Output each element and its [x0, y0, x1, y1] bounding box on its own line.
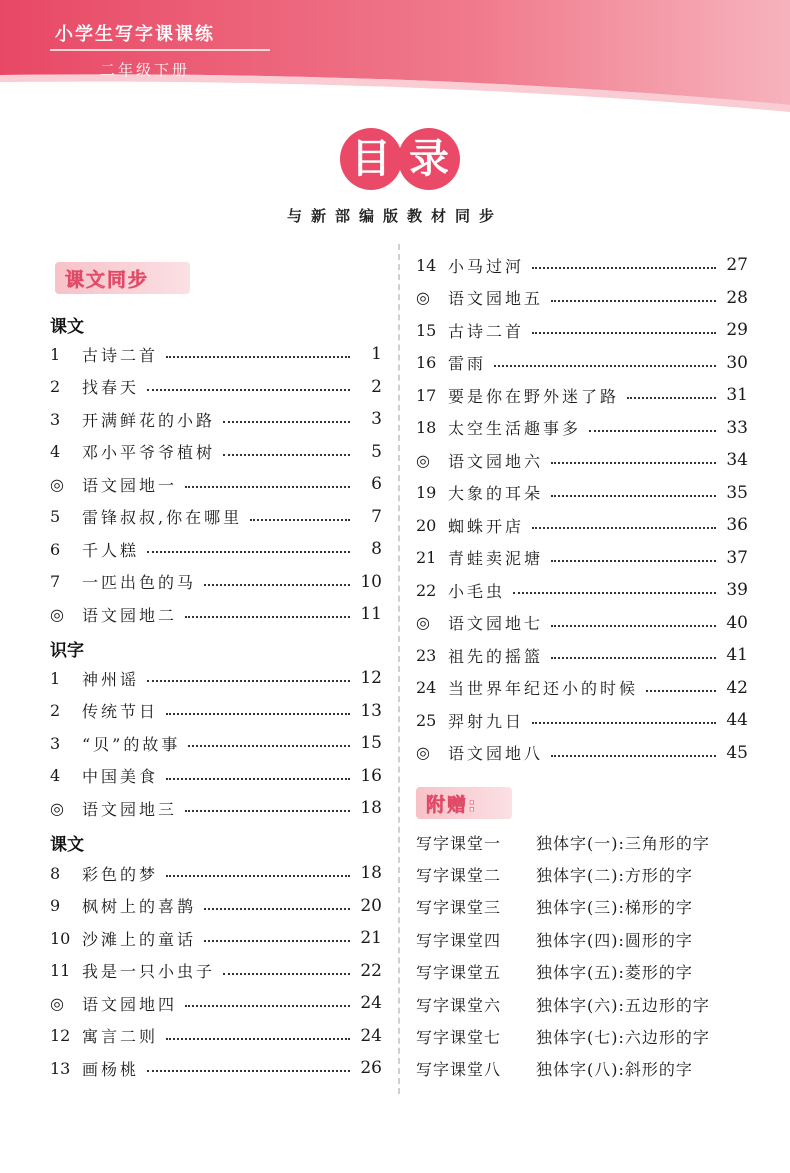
dot-leader — [147, 1070, 350, 1072]
toc-page-number: 30 — [726, 352, 748, 373]
toc-page-number: 10 — [360, 571, 382, 592]
toc-page-number: 7 — [371, 506, 382, 527]
dot-leader — [166, 713, 350, 715]
toc-entry-title: 神州谣 — [82, 669, 140, 689]
toc-row — [416, 704, 748, 737]
toc-entry-title: 画杨桃 — [82, 1059, 140, 1079]
toc-entry-title: 羿射九日 — [448, 711, 525, 731]
gift-lesson-name: 写字课堂四 — [416, 930, 502, 950]
toc-number: 21 — [416, 548, 437, 568]
dot-leader — [147, 389, 350, 391]
toc-row — [50, 857, 382, 890]
banner-gift-label: 附赠: — [426, 794, 478, 816]
dot-leader — [627, 397, 716, 399]
toc-page-number: 15 — [360, 733, 382, 754]
dot-leader — [185, 486, 350, 488]
column-divider — [398, 244, 400, 1094]
toc-entry-title: 语文园地七 — [448, 614, 544, 634]
gift-lesson-name: 写字课堂二 — [416, 866, 502, 886]
toc-entry-title: 我是一只小虫子 — [82, 962, 216, 982]
dot-leader — [646, 690, 716, 692]
toc-entry-title: 千人糕 — [82, 540, 140, 560]
toc-entry-title: 古诗二首 — [82, 345, 159, 365]
dot-leader — [166, 778, 350, 780]
gift-lesson-name: 写字课堂七 — [416, 1028, 502, 1048]
dot-leader — [494, 365, 716, 367]
gift-description: 独体字(二):方形的字 — [536, 866, 693, 886]
section-heading-lessons-1: 课文 — [50, 317, 84, 337]
toc-entry-title: 大象的耳朵 — [448, 484, 544, 504]
toc-page-number: 3 — [371, 409, 382, 430]
gift-description: 独体字(八):斜形的字 — [536, 1060, 693, 1080]
dot-leader — [223, 454, 350, 456]
toc-row — [50, 955, 382, 988]
toc-number: 7 — [50, 572, 61, 592]
dot-leader — [223, 421, 350, 423]
toc-title — [340, 128, 460, 190]
toc-row — [416, 282, 748, 315]
toc-page-number: 11 — [360, 604, 382, 625]
section-heading-lessons-2: 课文 — [50, 835, 84, 855]
toc-number: 10 — [50, 928, 71, 948]
toc-row — [50, 338, 382, 371]
toc-number: ◎ — [416, 450, 430, 470]
toc-number: 1 — [50, 668, 61, 688]
toc-row — [416, 347, 748, 380]
toc-number: 24 — [416, 678, 437, 698]
dot-leader — [185, 1005, 350, 1007]
toc-number: ◎ — [50, 604, 64, 624]
toc-row — [50, 760, 382, 793]
toc-page-number: 36 — [726, 515, 748, 536]
toc-page-number: 8 — [371, 539, 382, 560]
toc-page-number: 12 — [360, 668, 382, 689]
toc-entry-title: 语文园地二 — [82, 605, 178, 625]
toc-row — [50, 792, 382, 825]
toc-number: 15 — [416, 320, 437, 340]
toc-row — [416, 412, 748, 445]
toc-page-number: 2 — [371, 376, 382, 397]
toc-row — [50, 922, 382, 955]
toc-number: 18 — [416, 418, 437, 438]
toc-page-number: 16 — [360, 765, 382, 786]
toc-row — [416, 314, 748, 347]
toc-row — [50, 436, 382, 469]
toc-entry-title: 找春天 — [82, 378, 140, 398]
toc-row — [416, 672, 748, 705]
toc-row — [50, 403, 382, 436]
dot-leader — [532, 267, 716, 269]
gift-description: 独体字(五):菱形的字 — [536, 963, 693, 983]
dot-leader — [166, 356, 350, 358]
toc-number: 2 — [50, 377, 61, 397]
toc-page-number: 45 — [726, 742, 748, 763]
toc-number: 12 — [50, 1026, 71, 1046]
toc-row — [50, 727, 382, 760]
dot-leader — [204, 908, 350, 910]
toc-number: 5 — [50, 507, 61, 527]
toc-page-number: 18 — [360, 863, 382, 884]
toc-entry-title: “贝”的故事 — [82, 734, 181, 754]
dot-leader — [166, 875, 350, 877]
toc-row — [416, 607, 748, 640]
dot-leader — [551, 495, 716, 497]
toc-entry-title: 语文园地六 — [448, 451, 544, 471]
toc-row — [416, 509, 748, 542]
dot-leader — [185, 810, 350, 812]
toc-number: 8 — [50, 863, 61, 883]
dot-leader — [532, 332, 716, 334]
gift-row — [416, 956, 710, 988]
toc-number: 2 — [50, 701, 61, 721]
toc-row — [416, 249, 748, 282]
gift-description: 独体字(一):三角形的字 — [536, 833, 710, 853]
dot-leader — [551, 560, 716, 562]
dot-leader — [551, 300, 716, 302]
gift-row — [416, 826, 710, 858]
toc-entry-title: 传统节日 — [82, 702, 159, 722]
toc-entry-title: 雷锋叔叔,你在哪里 — [82, 508, 243, 528]
toc-row — [50, 662, 382, 695]
toc-entry-title: 一匹出色的马 — [82, 573, 197, 593]
toc-entry-title: 语文园地五 — [448, 289, 544, 309]
dot-leader — [551, 625, 716, 627]
gift-description: 独体字(三):梯形的字 — [536, 898, 693, 918]
gift-lesson-name: 写字课堂八 — [416, 1060, 502, 1080]
toc-row — [50, 598, 382, 631]
toc-entry-title: 语文园地四 — [82, 994, 178, 1014]
gift-row — [416, 891, 710, 923]
toc-entry-title: 当世界年纪还小的时候 — [448, 679, 639, 699]
gift-lesson-name: 写字课堂六 — [416, 995, 502, 1015]
toc-page-number: 35 — [726, 482, 748, 503]
toc-entry-title: 沙滩上的童话 — [82, 929, 197, 949]
toc-number: 11 — [50, 961, 71, 981]
gift-list — [416, 826, 710, 1085]
toc-page-number: 24 — [360, 1025, 382, 1046]
toc-page-number: 44 — [726, 710, 748, 731]
toc-entry-title: 语文园地一 — [82, 475, 178, 495]
toc-number: 4 — [50, 442, 61, 462]
toc-row — [50, 695, 382, 728]
toc-entry-title: 语文园地八 — [448, 744, 544, 764]
toc-page-number: 20 — [360, 895, 382, 916]
toc-page-number: 27 — [726, 255, 748, 276]
toc-title-char-1: 目 — [340, 128, 402, 190]
gift-row — [416, 923, 710, 955]
toc-page-number: 1 — [371, 344, 382, 365]
dot-leader — [532, 527, 716, 529]
toc-page-number: 33 — [726, 417, 748, 438]
dot-leader — [188, 745, 350, 747]
toc-number: ◎ — [416, 743, 430, 763]
toc-number: 3 — [50, 409, 61, 429]
toc-page-number: 42 — [726, 677, 748, 698]
banner-lessons — [55, 262, 190, 294]
toc-list-right — [416, 249, 748, 769]
toc-number: 23 — [416, 645, 437, 665]
dot-leader — [204, 584, 350, 586]
gift-lesson-name: 写字课堂三 — [416, 898, 502, 918]
toc-page-number: 41 — [726, 645, 748, 666]
toc-number: ◎ — [416, 613, 430, 633]
toc-entry-title: 太空生活趣事多 — [448, 419, 582, 439]
toc-entry-title: 彩色的梦 — [82, 864, 159, 884]
toc-entry-title: 枫树上的喜鹊 — [82, 897, 197, 917]
toc-page-number: 24 — [360, 993, 382, 1014]
section-heading-literacy: 识字 — [50, 641, 84, 661]
toc-entry-title: 语文园地三 — [82, 799, 178, 819]
toc-page-number: 31 — [726, 385, 748, 406]
toc-title-char-2: 录 — [398, 128, 460, 190]
toc-page-number: 29 — [726, 320, 748, 341]
toc-row — [416, 542, 748, 575]
toc-page-number: 37 — [726, 547, 748, 568]
toc-row — [416, 379, 748, 412]
toc-entry-title: 青蛙卖泥塘 — [448, 549, 544, 569]
toc-page-number: 5 — [371, 441, 382, 462]
dot-leader — [147, 680, 350, 682]
toc-page-number: 21 — [360, 928, 382, 949]
toc-entry-title: 小马过河 — [448, 256, 525, 276]
toc-entry-title: 寓言二则 — [82, 1027, 159, 1047]
gift-row — [416, 858, 710, 890]
toc-number: 3 — [50, 733, 61, 753]
dot-leader — [166, 1038, 350, 1040]
dot-leader — [223, 973, 350, 975]
toc-entry-title: 开满鲜花的小路 — [82, 410, 216, 430]
toc-row — [50, 371, 382, 404]
toc-row — [416, 574, 748, 607]
dot-leader — [551, 657, 716, 659]
toc-row — [50, 890, 382, 923]
toc-list-lessons-1 — [50, 338, 382, 631]
toc-entry-title: 邓小平爷爷植树 — [82, 443, 216, 463]
gift-description: 独体字(七):六边形的字 — [536, 1028, 710, 1048]
toc-number: 1 — [50, 344, 61, 364]
toc-row — [416, 444, 748, 477]
toc-row — [416, 737, 748, 770]
toc-row — [50, 468, 382, 501]
toc-row — [50, 1020, 382, 1053]
grade-label: 二年级下册 — [100, 61, 191, 79]
toc-page-number: 28 — [726, 287, 748, 308]
toc-number: 16 — [416, 353, 437, 373]
toc-number: ◎ — [50, 798, 64, 818]
toc-row — [50, 987, 382, 1020]
toc-row — [50, 566, 382, 599]
gift-lesson-name: 写字课堂一 — [416, 833, 502, 853]
toc-number: 6 — [50, 539, 61, 559]
toc-number: ◎ — [50, 474, 64, 494]
toc-number: 25 — [416, 710, 437, 730]
toc-number: 4 — [50, 766, 61, 786]
dot-leader — [147, 551, 350, 553]
toc-list-lessons-2 — [50, 857, 382, 1085]
gift-lesson-name: 写字课堂五 — [416, 963, 502, 983]
toc-number: 14 — [416, 255, 437, 275]
toc-number: ◎ — [50, 993, 64, 1013]
toc-row — [416, 477, 748, 510]
toc-page-number: 34 — [726, 450, 748, 471]
toc-number: 9 — [50, 896, 61, 916]
toc-number: 22 — [416, 580, 437, 600]
gift-row — [416, 1020, 710, 1052]
dot-leader — [204, 940, 350, 942]
toc-row — [416, 639, 748, 672]
dot-leader — [250, 519, 350, 521]
dot-leader — [185, 616, 350, 618]
banner-gift — [416, 787, 512, 819]
toc-entry-title: 雷雨 — [448, 354, 487, 374]
toc-page-number: 6 — [371, 474, 382, 495]
dot-leader — [513, 592, 716, 594]
toc-list-literacy — [50, 662, 382, 825]
toc-entry-title: 蜘蛛开店 — [448, 516, 525, 536]
toc-entry-title: 祖先的摇篮 — [448, 646, 544, 666]
dot-leader — [589, 430, 716, 432]
toc-number: 20 — [416, 515, 437, 535]
toc-row — [50, 1052, 382, 1085]
series-title: 小学生写字课课练 — [55, 24, 215, 45]
toc-entry-title: 要是你在野外迷了路 — [448, 386, 620, 406]
toc-row — [50, 533, 382, 566]
toc-number: 13 — [50, 1058, 71, 1078]
toc-entry-title: 中国美食 — [82, 767, 159, 787]
toc-number: 19 — [416, 483, 437, 503]
toc-entry-title: 小毛虫 — [448, 581, 506, 601]
gift-description: 独体字(四):圆形的字 — [536, 930, 693, 950]
dot-leader — [551, 462, 716, 464]
dot-leader — [551, 755, 716, 757]
toc-row — [50, 501, 382, 534]
toc-number: 17 — [416, 385, 437, 405]
gift-row — [416, 1053, 710, 1085]
toc-entry-title: 古诗二首 — [448, 321, 525, 341]
toc-page-number: 13 — [360, 700, 382, 721]
toc-page-number: 18 — [360, 798, 382, 819]
toc-number: ◎ — [416, 288, 430, 308]
dot-leader — [532, 722, 716, 724]
toc-page-number: 26 — [360, 1058, 382, 1079]
toc-page-number: 40 — [726, 612, 748, 633]
banner-lessons-label: 课文同步 — [65, 269, 150, 291]
gift-description: 独体字(六):五边形的字 — [536, 995, 710, 1015]
gift-row — [416, 988, 710, 1020]
toc-page-number: 22 — [360, 960, 382, 981]
sync-label: 与新部编版教材同步 — [286, 207, 503, 225]
toc-page-number: 39 — [726, 580, 748, 601]
